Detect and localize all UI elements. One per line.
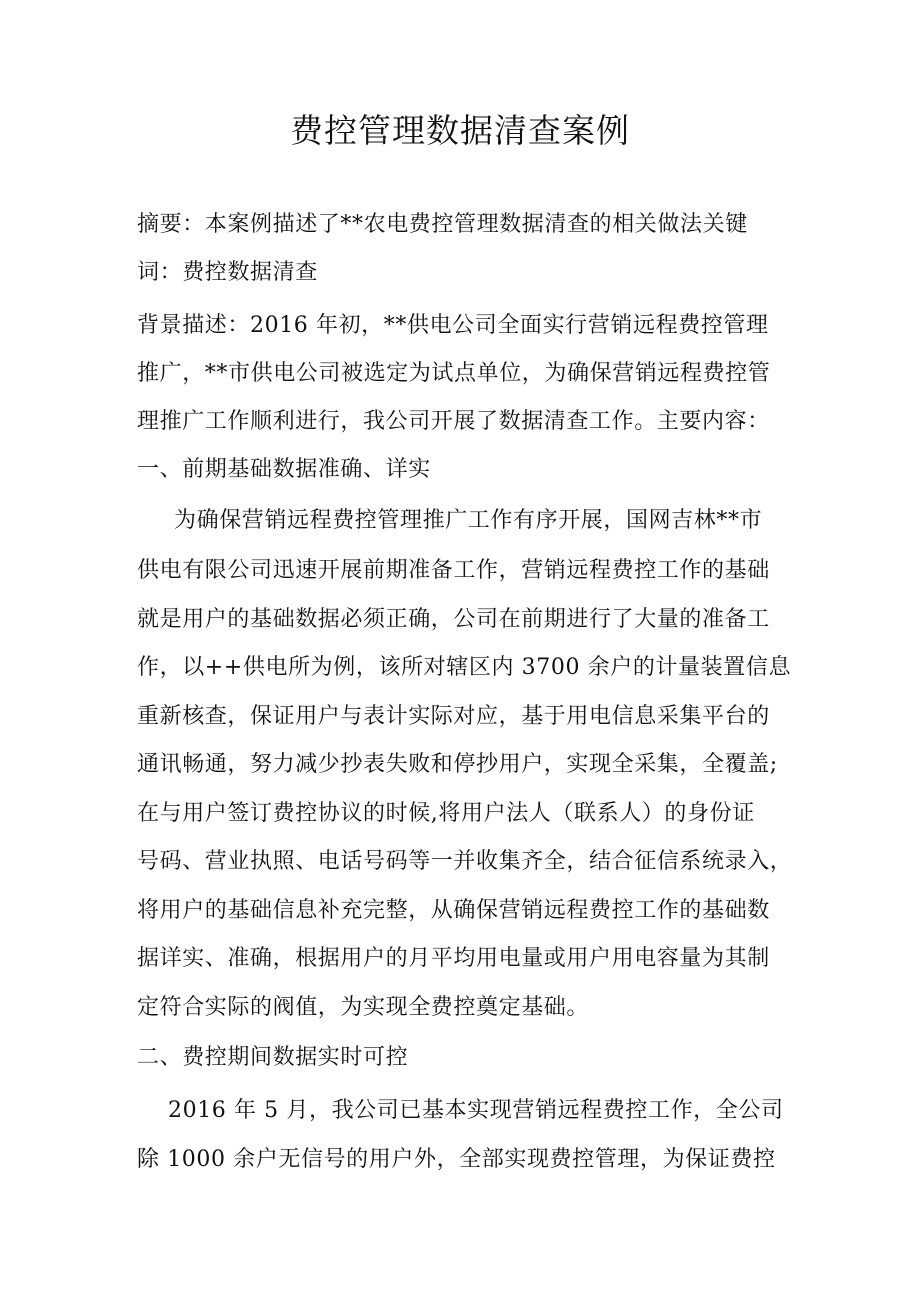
paragraph-2-line-1: 2016 年 5 月，我公司已基本实现营销远程费控工作，全公司 <box>168 1098 784 1123</box>
abstract-line-2: 词：费控数据清查 <box>137 260 318 285</box>
background-line-3: 理推广工作顺利进行，我公司开展了数据清查工作。主要内容： <box>137 409 770 434</box>
section-heading-2: 二、费控期间数据实时可控 <box>137 1045 409 1070</box>
background-line-1: 背景描述：2016 年初，**供电公司全面实行营销远程费控管理 <box>137 313 769 338</box>
paragraph-1-line-6: 通讯畅通，努力减少抄表失败和停抄用户，实现全采集，全覆盖; <box>137 752 778 777</box>
paragraph-1-line-1: 为确保营销远程费控管理推广工作有序开展，国网吉林**市 <box>174 508 763 533</box>
document-title: 费控管理数据清查案例 <box>290 111 630 150</box>
paragraph-1-line-3: 就是用户的基础数据必须正确，公司在前期进行了大量的准备工 <box>137 607 770 632</box>
paragraph-1-line-7: 在与用户签订费控协议的时候,将用户法人（联系人）的身份证 <box>137 801 755 826</box>
background-line-2: 推广，**市供电公司被选定为试点单位，为确保营销远程费控管 <box>137 361 771 386</box>
section-heading-1: 一、前期基础数据准确、详实 <box>137 457 431 482</box>
paragraph-1-line-8: 号码、营业执照、电话号码等一并收集齐全，结合征信系统录入， <box>137 849 793 874</box>
paragraph-1-line-10: 据详实、准确，根据用户的月平均用电量或用户用电容量为其制 <box>137 946 770 971</box>
abstract-line-1: 摘要：本案例描述了**农电费控管理数据清查的相关做法关键 <box>137 212 748 237</box>
paragraph-1-line-4: 作，以++供电所为例，该所对辖区内 3700 余户的计量装置信息 <box>137 655 792 680</box>
paragraph-1-line-9: 将用户的基础信息补充完整，从确保营销远程费控工作的基础数 <box>137 898 770 923</box>
paragraph-1-line-5: 重新核查，保证用户与表计实际对应，基于用电信息采集平台的 <box>137 704 770 729</box>
paragraph-1-line-2: 供电有限公司迅速开展前期准备工作，营销远程费控工作的基础 <box>137 558 770 583</box>
paragraph-1-line-11: 定符合实际的阀值，为实现全费控奠定基础。 <box>137 995 590 1020</box>
paragraph-2-line-2: 除 1000 余户无信号的用户外，全部实现费控管理，为保证费控 <box>137 1147 776 1172</box>
